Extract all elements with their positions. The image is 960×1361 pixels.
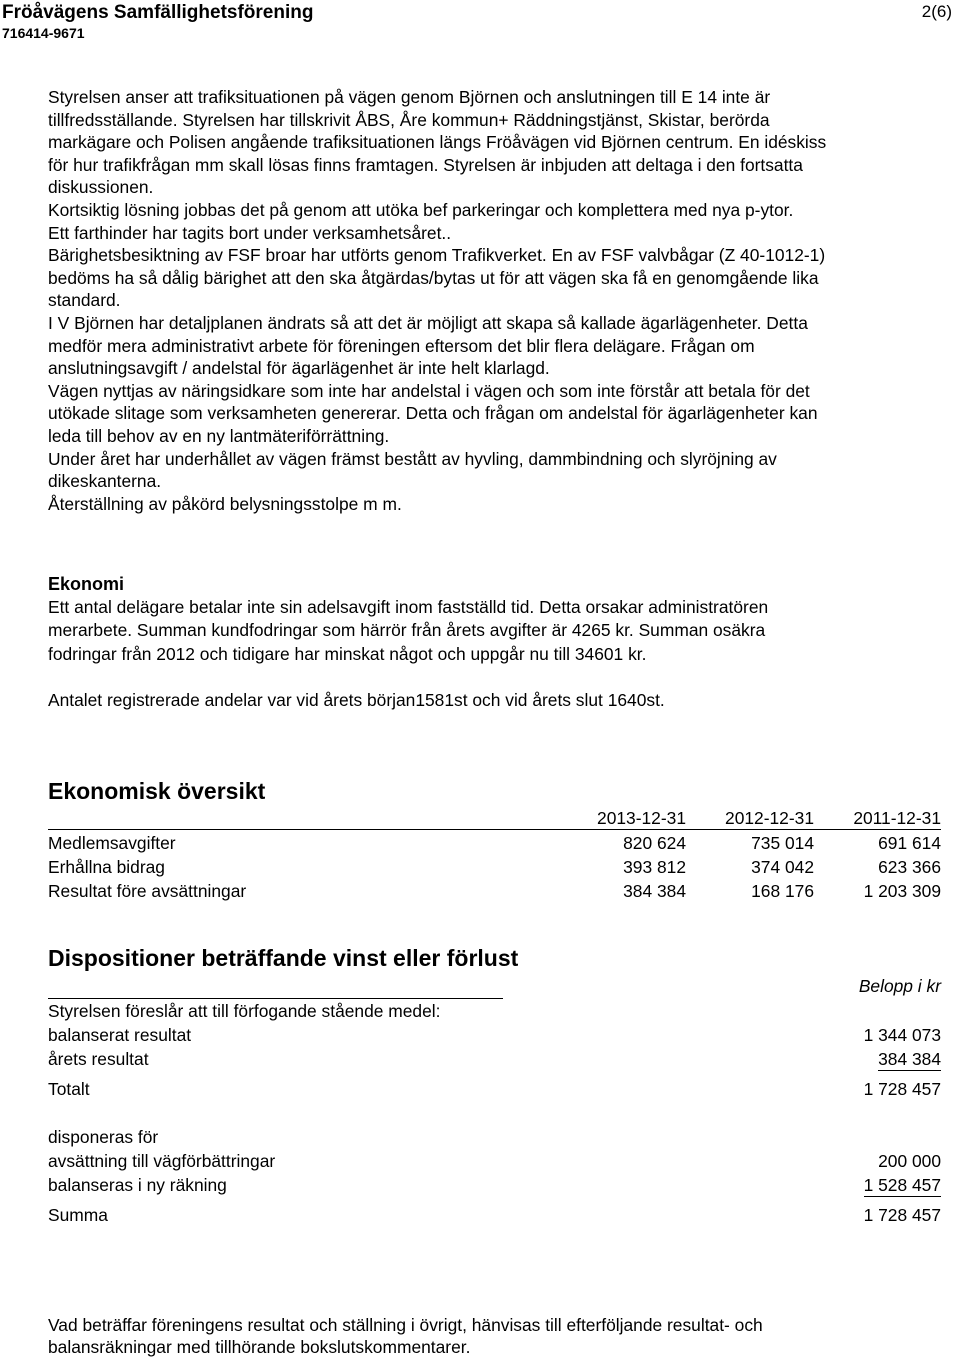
total-value: 1 728 457 (863, 1079, 941, 1099)
row-label: avsättning till vägförbättringar (48, 1151, 276, 1171)
column-header: 2012-12-31 (686, 805, 814, 830)
column-header: 2011-12-31 (814, 805, 941, 830)
text-line: Återställning av påkörd belysningsstolpe m m. (48, 493, 402, 514)
overview-heading: Ekonomisk översikt (48, 778, 266, 804)
proposal-row (48, 998, 503, 1023)
page-number: 2(6) (921, 2, 952, 21)
table-row (48, 854, 941, 878)
text-line: Bärighetsbesiktning av FSF broar har utförts genom Trafikverket. En av FSF valvbågar (Z 40-1012-1) (48, 245, 826, 266)
shares-line: Antalet registrerade andelar var vid årets början1581st och vid årets slut 1640st. (48, 690, 665, 711)
row-label: Erhållna bidrag (48, 857, 165, 877)
overview-header-row (48, 805, 941, 830)
row-value: 1 528 457 (863, 1175, 941, 1195)
amount-header-row (48, 974, 941, 998)
sum-row (48, 1203, 941, 1227)
sum-value: 1 728 457 (863, 1205, 941, 1225)
text-line: fodringar från 2012 och tidigare har minskat något och uppgår nu till 34601 kr. (48, 643, 647, 664)
cell-value: 1 203 309 (863, 881, 941, 901)
text-line: balansräkningar med tillhörande bokslutskommentarer. (48, 1337, 471, 1357)
cell-value: 384 384 (623, 881, 686, 901)
table-row (48, 830, 941, 855)
text-line: Kortsiktig lösning jobbas det på genom att utöka bef parkeringar och komplettera med nya p-ytor. (48, 199, 794, 220)
available-row (48, 1047, 941, 1071)
text-line: medför mera administrativt arbete för föreningen eftersom det blir flera delägare. Frågan om (48, 335, 755, 356)
text-line: Ett farthinder har tagits bort under verksamhetsåret.. (48, 222, 452, 243)
text-line: Vad beträffar föreningens resultat och ställning i övrigt, hänvisas till efterföljande resultat- och (48, 1315, 763, 1335)
proposal-label: Styrelsen föreslår att till förfogande stående medel: (48, 1001, 441, 1021)
disposition-section (48, 974, 941, 1227)
text-line: bedöms ha så dålig bärighet att den ska åtgärdas/bytas ut för att vägen ska få en genomgående lika (48, 267, 819, 288)
cell-value: 623 366 (878, 857, 941, 877)
disposed-row (48, 1173, 941, 1197)
text-line: merarbete. Summan kundfodringar som härrör från årets avgifter är 4265 kr. Summan osäkra (48, 620, 766, 641)
disposed-label-row (48, 1125, 941, 1149)
cell-value: 820 624 (623, 833, 686, 853)
intro-section (48, 86, 948, 515)
text-line: dikeskanterna. (48, 471, 162, 492)
economy-heading: Ekonomi (48, 574, 125, 594)
text-line: leda till behov av en ny lantmäteriförrättning. (48, 425, 390, 446)
text-line: tillfredsställande. Styrelsen har tillskrivit ÅBS, Åre kommun+ Räddningstjänst, Skistar, berörda (48, 109, 770, 130)
text-line: Vägen nyttjas av näringsidkare som inte har andelstal i vägen och som inte förstår att betala för det (48, 380, 810, 401)
cell-value: 393 812 (623, 857, 686, 877)
table-row (48, 878, 941, 902)
text-line: Styrelsen anser att trafiksituationen på vägen genom Björnen och anslutningen till E 14 inte är (48, 87, 771, 107)
row-value: 200 000 (878, 1151, 941, 1171)
row-label: Resultat före avsättningar (48, 881, 247, 901)
available-row (48, 1023, 941, 1047)
disposed-row (48, 1149, 941, 1173)
cell-value: 374 042 (751, 857, 814, 877)
text-line: standard. (48, 290, 121, 311)
text-line: Under året har underhållet av vägen främst bestått av hyvling, dammbindning och slyröjning av (48, 448, 777, 469)
text-line: diskussionen. (48, 177, 154, 198)
text-line: I V Björnen har detaljplanen ändrats så att det är möjligt att skapa så kallade ägarlägenheter. Detta (48, 312, 808, 333)
header-cell-empty (48, 805, 558, 830)
org-number: 716414-9671 (2, 25, 85, 41)
text-line: för hur trafikfrågan mm skall lösas finns framtagen. Styrelsen är inbjuden att deltaga i den fortsatta (48, 154, 803, 175)
sum-label: Summa (48, 1205, 108, 1225)
row-label: årets resultat (48, 1049, 149, 1069)
text-line: utökade slitage som verksamheten genererar. Detta och frågan om andelstal för ägarlägenheter kan (48, 403, 818, 424)
row-label: balanseras i ny räkning (48, 1175, 227, 1195)
disposition-heading: Dispositioner beträffande vinst eller förlust (48, 945, 519, 971)
cell-value: 168 176 (751, 881, 814, 901)
row-label: Medlemsavgifter (48, 833, 176, 853)
total-label: Totalt (48, 1079, 90, 1099)
cell-value: 735 014 (751, 833, 814, 853)
row-value: 1 344 073 (863, 1025, 941, 1045)
row-label: balanserat resultat (48, 1025, 192, 1045)
economy-section (48, 596, 948, 713)
cell-value: 691 614 (878, 833, 941, 853)
total-row (48, 1077, 941, 1101)
footer-note (48, 1314, 928, 1358)
column-header: 2013-12-31 (558, 805, 686, 830)
overview-table (48, 805, 941, 902)
text-line: Ett antal delägare betalar inte sin adelsavgift inom fastställd tid. Detta orsakar administratören (48, 597, 769, 617)
disposed-label: disponeras för (48, 1127, 159, 1147)
document-title: Fröåvägens Samfällighetsförening (2, 2, 314, 23)
text-line: anslutningsavgift / andelstal för ägarlägenhet är inte helt klarlagd. (48, 358, 550, 379)
amount-header: Belopp i kr (858, 976, 941, 996)
row-value: 384 384 (878, 1049, 941, 1069)
text-line: markägare och Polisen angående trafiksituationen längs Fröåvägen vid Björnen centrum. En idéskiss (48, 132, 827, 153)
